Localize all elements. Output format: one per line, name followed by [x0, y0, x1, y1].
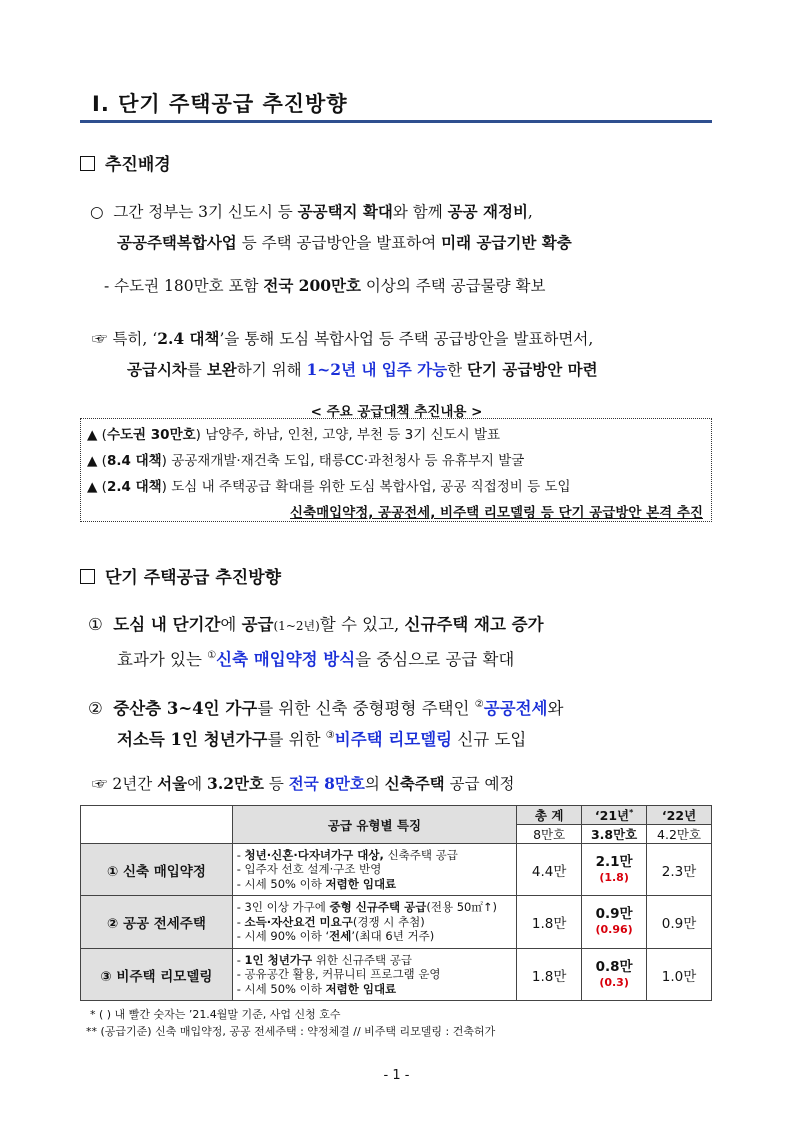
sub-2022: 4.2만호	[647, 825, 712, 844]
bullet-2	[104, 270, 545, 302]
header-2021	[582, 806, 647, 825]
text: ) 공공재개발·재건축 도입, 태릉CC·과천청사 등 유휴부지 발굴	[161, 453, 525, 469]
page-number: - 1 -	[383, 1068, 410, 1083]
text-bold: 공공주택복합사업	[117, 233, 237, 252]
text: ‘21년	[594, 808, 630, 823]
section-heading-background	[80, 150, 171, 175]
supply-plan-note	[92, 768, 514, 800]
text-bold: 2.4 대책	[106, 479, 162, 495]
header-2022: ‘22년	[647, 806, 712, 825]
supply-type-table	[80, 805, 712, 1001]
table-row	[81, 896, 712, 949]
text-bold: 8.4 대책	[106, 453, 162, 469]
text: 와	[547, 699, 564, 718]
table-footnote-1: * ( ) 내 빨간 숫자는 ’21.4월말 기준, 사업 신청 호수	[90, 1008, 341, 1021]
superscript: ①	[207, 650, 217, 661]
circle-bullet-icon: ○	[90, 203, 104, 221]
text: 에	[187, 775, 208, 793]
section-heading-direction	[80, 563, 281, 588]
text: 신축주택 공급	[383, 847, 458, 862]
text-bold: 공공 재정비	[447, 202, 528, 221]
sub-2021: 3.8만호	[582, 825, 647, 844]
text: 0.8만	[595, 958, 633, 975]
page-title: Ⅰ. 단기 주택공급 추진방향	[92, 92, 348, 116]
row-2022: 2.3만	[647, 844, 712, 896]
text-blue: 1~2년 내 입주 가능	[306, 360, 448, 379]
text: 특히, ‘	[112, 330, 158, 348]
row-features	[232, 949, 517, 1001]
text: 이상의 주택 공급물량 확보	[361, 277, 546, 295]
item-2-line-1	[88, 689, 563, 724]
sub-total: 8만호	[517, 825, 582, 844]
bullet-1-line-1	[90, 196, 533, 228]
text-bold: 중형 신규주택 공급	[329, 900, 427, 915]
text: - 3인 이상 가구에	[236, 900, 330, 915]
item-2-line-2	[117, 720, 526, 755]
text-bold: 미래 공급기반 확충	[441, 233, 572, 252]
row-name: ② 공공 전세주택	[81, 896, 233, 949]
text: - 수도권 180만호 포함	[104, 277, 264, 295]
applied-count-red: (0.96)	[595, 923, 633, 936]
text-bold: 저렴한 임대료	[325, 981, 397, 996]
text: 효과가 있는	[117, 650, 208, 669]
text: 0.9만	[595, 906, 633, 922]
row-2021	[582, 896, 647, 949]
text: 를 위한 신축 중형평형 주택인	[257, 699, 475, 718]
text: 와 함께	[392, 203, 448, 221]
text-bold: 1인 청년가구	[244, 952, 313, 967]
box-line-1	[87, 423, 500, 443]
text-blue: 비주택 리모델링	[334, 730, 453, 749]
text: 그간 정부는 3기 신도시 등	[113, 203, 298, 221]
row-total: 1.8만	[517, 896, 582, 949]
row-total: 1.8만	[517, 949, 582, 1001]
text-bold: 전국 200만호	[263, 276, 361, 295]
applied-count-red: (1.8)	[599, 870, 629, 884]
text-bold: 신규주택 재고 증가	[404, 615, 544, 634]
row-2022: 1.0만	[647, 949, 712, 1001]
text-bold: 공공택지 확대	[297, 202, 393, 221]
text: 에	[220, 615, 242, 634]
text: -	[236, 914, 245, 929]
policy-summary-box	[80, 418, 712, 522]
text: (전용 50㎡↑)	[426, 900, 497, 915]
item-1-line-2	[117, 640, 514, 675]
text: -	[236, 847, 245, 862]
text: 한	[447, 361, 468, 379]
text: ) 도심 내 주택공급 확대를 위한 도심 복합사업, 공공 직접정비 등 도입	[161, 479, 571, 495]
text-bold: 소득·자산요건 미요구	[244, 914, 353, 929]
circled-two-icon: ②	[88, 699, 103, 718]
text-bold: 수도권 30만호	[106, 427, 196, 443]
text: - 시세 50% 이하	[236, 981, 326, 996]
bullet-3-line-2	[127, 354, 598, 386]
text: 등 주택 공급방안을 발표하여	[236, 234, 442, 252]
text: - 시세 90% 이하 ‘	[236, 929, 330, 944]
text-bold: 2.4 대책	[157, 329, 220, 348]
text: 를	[186, 361, 207, 379]
text-bold: 저렴한 임대료	[325, 876, 397, 891]
box-line-3	[87, 475, 571, 495]
text-bold: 청년·신혼·다자녀가구 대상,	[244, 847, 384, 862]
text-bold: 3.2만호	[207, 774, 264, 793]
text: ▲ (	[87, 427, 107, 443]
section-heading-text: 추진배경	[105, 155, 171, 175]
table-footnote-2: ** (공급기준) 신축 매입약정, 공공 전세주택 : 약정체결 // 비주택 리모델링 : 건축허가	[86, 1025, 496, 1038]
row-name: ③ 비주택 리모델링	[81, 949, 233, 1001]
text-bold: 저소득 1인 청년가구	[117, 730, 268, 749]
text: 위한 신규주택 공급	[312, 952, 412, 967]
text-bold: 중산층 3~4인 가구	[113, 699, 258, 718]
row-features	[232, 896, 517, 949]
text: ’(최대 6년 거주)	[351, 929, 435, 944]
text: -	[236, 952, 245, 967]
text: ’을 통해 도심 복합사업 등 주택 공급방안을 발표하면서,	[219, 330, 594, 348]
text: 등	[263, 775, 289, 793]
row-2021	[582, 949, 647, 1001]
text: ) 남양주, 하남, 인천, 고양, 부천 등 3기 신도시 발표	[195, 427, 501, 443]
applied-count-red: (0.3)	[599, 975, 629, 989]
text-blue: 공공전세	[483, 699, 548, 718]
text: ▲ (	[87, 453, 107, 469]
text: - 입주자 선호 설계·구조 반영	[236, 862, 382, 877]
text: 2.1만	[595, 853, 633, 870]
header-feature: 공급 유형별 특징	[232, 806, 517, 844]
title-underline	[80, 120, 712, 123]
text-blue: 전국 8만호	[288, 774, 365, 793]
item-1-line-1	[88, 609, 544, 642]
row-name: ① 신축 매입약정	[81, 844, 233, 896]
checkbox-square-icon	[80, 569, 95, 584]
text-bold: 공급	[241, 615, 274, 634]
header-total: 총 계	[517, 806, 582, 825]
superscript: *	[629, 808, 634, 817]
text-blue: 신축 매입약정 방식	[216, 650, 356, 669]
text-bold: 전세	[329, 929, 352, 944]
text: 의	[364, 775, 385, 793]
row-features	[232, 844, 517, 896]
text-bold: 신축주택	[384, 774, 445, 793]
table-row	[81, 949, 712, 1001]
table-row	[81, 844, 712, 896]
box-underline-text: 신축매입약정, 공공전세, 비주택 리모델링 등 단기 공급방안 본격 추진	[289, 505, 703, 521]
pointing-hand-icon: ☞	[92, 330, 108, 348]
text: 을 중심으로 공급 확대	[355, 650, 515, 669]
row-2022: 0.9만	[647, 896, 712, 949]
checkbox-square-icon	[80, 156, 95, 171]
text-bold: 단기 공급방안 마련	[467, 360, 598, 379]
text: 신규 도입	[452, 730, 527, 749]
bullet-1-line-2	[117, 227, 572, 259]
text: ,	[527, 203, 533, 221]
box-title: < 주요 공급대책 추진내용 >	[310, 404, 483, 420]
text: 할 수 있고,	[319, 615, 405, 634]
superscript: ③	[325, 730, 335, 741]
text: 하기 위해	[236, 361, 307, 379]
text: - 시세 50% 이하	[236, 876, 326, 891]
text: 를 위한	[267, 730, 326, 749]
text: - 공유공간 활용, 커뮤니티 프로그램 운영	[236, 967, 441, 982]
superscript: ②	[474, 699, 484, 710]
text: 공급 예정	[444, 775, 515, 793]
text-bold: 도심 내 단기간	[113, 615, 221, 634]
section-heading-text: 단기 주택공급 추진방향	[105, 568, 282, 588]
box-line-2	[87, 449, 524, 469]
circled-one-icon: ①	[88, 615, 103, 634]
text: ▲ (	[87, 479, 107, 495]
text-bold: 공급시차	[127, 360, 187, 379]
table-corner-cell	[81, 806, 233, 844]
text-small: (1~2년)	[273, 619, 320, 633]
text: ☞ 2년간	[92, 775, 158, 793]
bullet-3-line-1	[92, 323, 593, 355]
row-2021	[582, 844, 647, 896]
text-bold: 보완	[206, 360, 237, 379]
text: (경쟁 시 추첨)	[352, 914, 425, 929]
row-total: 4.4만	[517, 844, 582, 896]
text-bold: 서울	[157, 774, 188, 793]
